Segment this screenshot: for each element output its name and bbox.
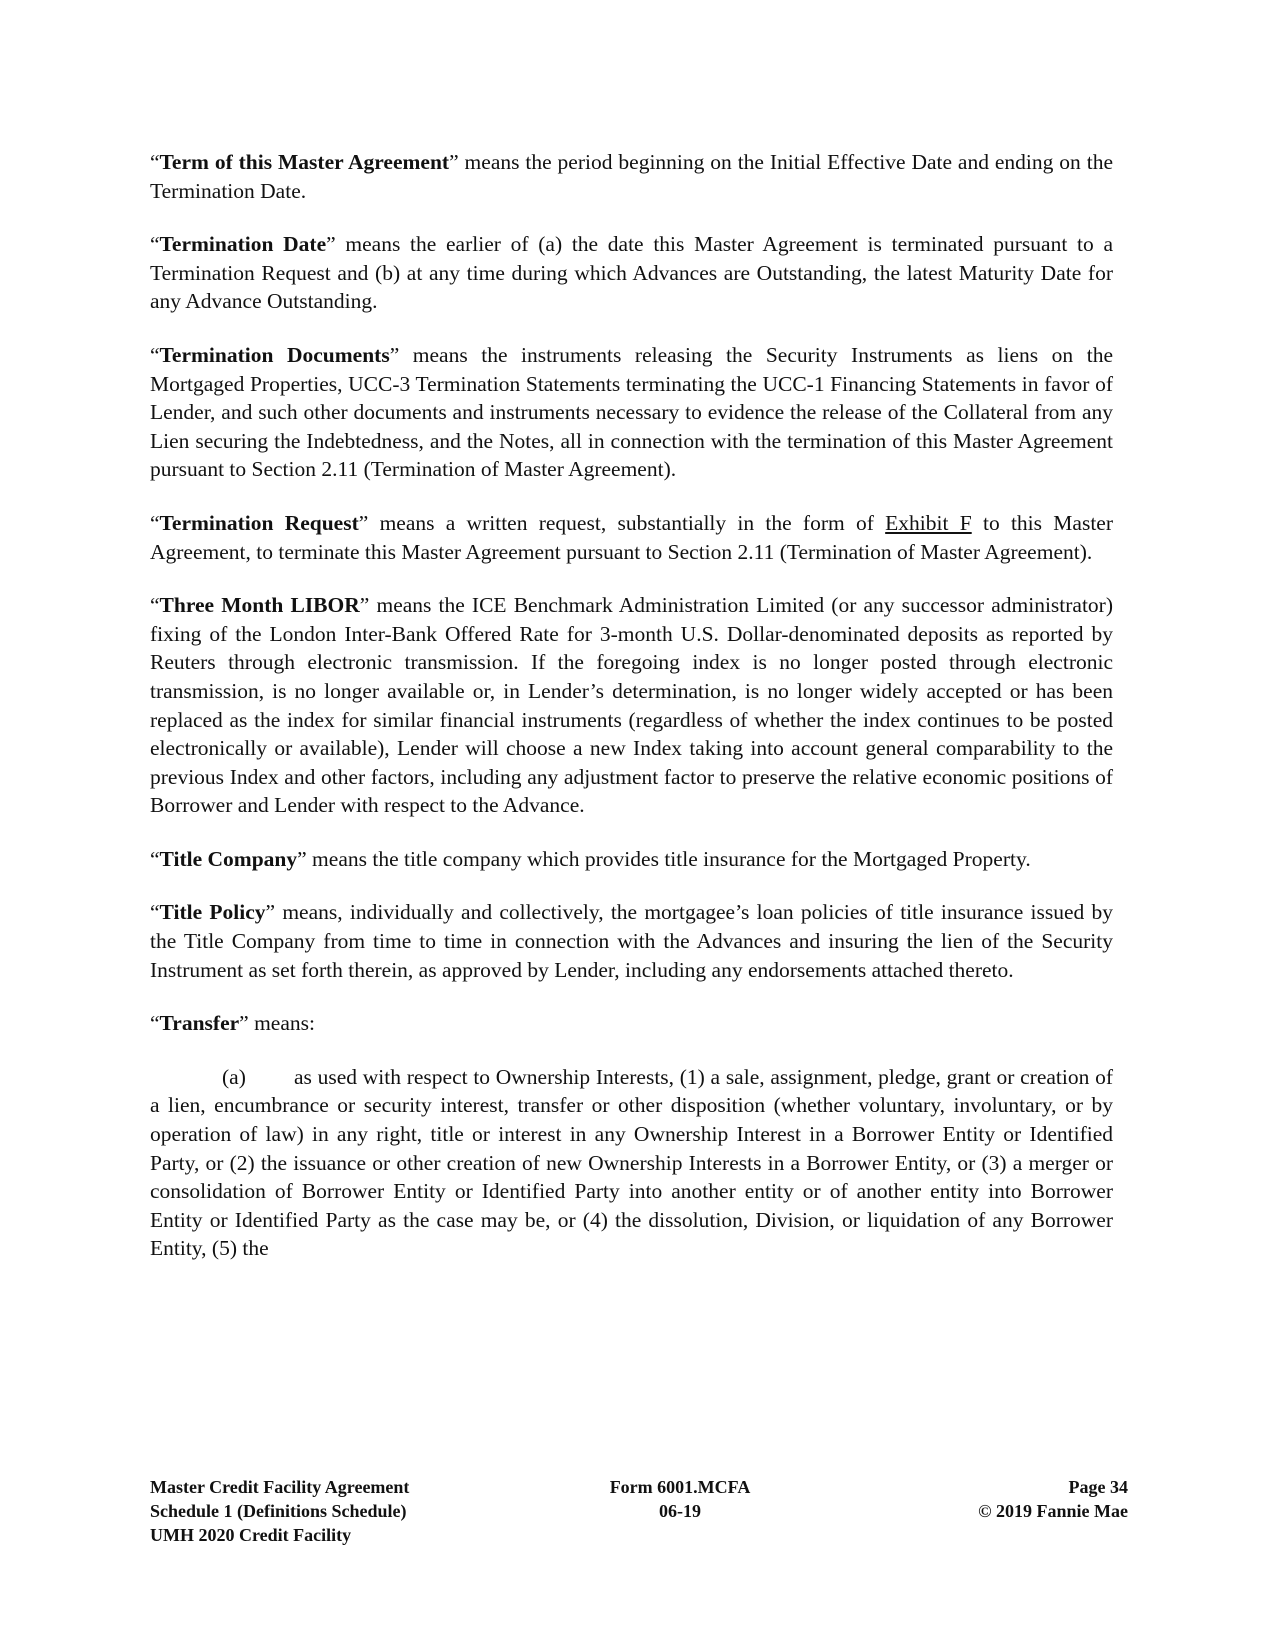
definition-text: to this Master Agreement, to terminate this Master Agreement pursuant to Section 2.11 (Termination of Master Agreement).	[150, 510, 1113, 564]
term: Title Policy	[159, 900, 266, 925]
footer-form-number: Form 6001.MCFA	[609, 1477, 751, 1497]
definition-three-month-libor: “Three Month LIBOR” means the ICE Benchmark Administration Limited (or any successor administrator) fixing of the London Inter-Bank Offered Rate for 3-month U.S. Dollar-denominated deposits as reported by Reuters through electronic transmission. If the foregoing index is no longer posted through electronic transmission, is no longer available or, in Lender’s determination, is no longer widely accepted or has been replaced as the index for similar financial instruments (regardless of whether the index continues to be posted electronically or available), Lender will choose a new Index taking into account general comparability to the previous Index and other factors, including any adjustment factor to preserve the relative economic positions of Borrower and Lender with respect to the Advance.	[150, 593, 1114, 818]
document-body	[150, 148, 1113, 1288]
definition-text: means the earlier of (a) the date this Master Agreement is terminated pursuant to a Termination Request and (b) at any time during which Advances are Outstanding, the latest Maturity Date for any Advance Outstanding.	[150, 232, 1113, 314]
term: Termination Date	[159, 232, 327, 257]
term: Transfer	[159, 1011, 240, 1036]
definition-term-of-agreement: “Term of this Master Agreement” means the period beginning on the Initial Effective Date and ending on the Termination Date.	[150, 150, 1113, 203]
definition-text: means the title company which provides title insurance for the Mortgaged Property.	[306, 846, 1031, 871]
copyright: © 2019 Fannie Mae	[978, 1501, 1128, 1521]
footer-facility: UMH 2020 Credit Facility	[150, 1525, 352, 1545]
definition-termination-documents: “Termination Documents” means the instruments releasing the Security Instruments as liens on the Mortgaged Properties, UCC-3 Termination Statements terminating the UCC-1 Financing Statements in favor of Lender, and such other documents and instruments necessary to evidence the release of the Collateral from any Lien securing the Indebtedness, and the Notes, all in connection with the termination of this Master Agreement pursuant to Section 2.11 (Termination of Master Agreement).	[150, 342, 1113, 482]
definition-text: means, individually and collectively, the mortgagee’s loan policies of title insurance issued by the Title Company from time to time in connection with the Advances and insuring the lien of the Security Instrument as set forth therein, as approved by Lender, including any endorsements attached thereto.	[150, 900, 1113, 982]
definition-text: means:	[248, 1011, 315, 1036]
clause-label: (a)	[222, 1064, 246, 1089]
footer-right	[978, 1475, 1128, 1523]
definition-transfer: “Transfer” means:	[150, 1011, 315, 1036]
definition-text: means the instruments releasing the Security Instruments as liens on the Mortgaged Properties, UCC-3 Termination Statements terminating the UCC-1 Financing Statements in favor of Lender, and such other documents and instruments necessary to evidence the release of the Collateral from any Lien securing the Indebtedness, and the Notes, all in connection with the termination of this Master Agreement pursuant to Section 2.11 (Termination of Master Agreement).	[150, 342, 1113, 482]
footer-form-date: 06-19	[659, 1501, 701, 1521]
footer-left	[150, 1475, 409, 1547]
term: Termination Documents	[159, 342, 390, 367]
footer-center	[600, 1475, 760, 1523]
page-number: Page 34	[1068, 1477, 1128, 1497]
term: Term of this Master Agreement	[159, 150, 450, 174]
clause-a	[150, 1063, 1113, 1263]
footer-schedule: Schedule 1 (Definitions Schedule)	[150, 1501, 407, 1521]
term: Title Company	[159, 846, 298, 871]
definition-title-policy: “Title Policy” means, individually and collectively, the mortgagee’s loan policies of title insurance issued by the Title Company from time to time in connection with the Advances and insuring the lien of the Security Instrument as set forth therein, as approved by Lender, including any endorsements attached thereto.	[150, 900, 1113, 982]
exhibit-f-link[interactable]: Exhibit F	[885, 510, 972, 535]
definition-text: means the period beginning on the Initial Effective Date and ending on the Termination Date.	[150, 150, 1113, 203]
term: Three Month LIBOR	[159, 593, 360, 618]
definition-text: means the ICE Benchmark Administration Limited (or any successor administrator) fixing of the London Inter-Bank Offered Rate for 3-month U.S. Dollar-denominated deposits as reported by Reuters through electronic transmission. If the foregoing index is no longer posted through electronic transmission, is no longer available or, in Lender’s determination, is no longer widely accepted or has been replaced as the index for similar financial instruments (regardless of whether the index continues to be posted electronically or available), Lender will choose a new Index taking into account general comparability to the previous Index and other factors, including any adjustment factor to preserve the relative economic positions of Borrower and Lender with respect to the Advance.	[150, 593, 1114, 818]
definition-termination-date: “Termination Date” means the earlier of (a) the date this Master Agreement is terminated pursuant to a Termination Request and (b) at any time during which Advances are Outstanding, the latest Maturity Date for any Advance Outstanding.	[150, 232, 1113, 314]
footer-agreement-title: Master Credit Facility Agreement	[150, 1477, 410, 1497]
definition-text: means a written request, substantially in the form of	[368, 510, 886, 535]
definition-termination-request: “Termination Request” means a written request, substantially in the form of Exhibit F to this Master Agreement, to terminate this Master Agreement pursuant to Section 2.11 (Termination of Master Agreement).	[150, 510, 1113, 564]
clause-text: as used with respect to Ownership Interests, (1) a sale, assignment, pledge, grant or creation of a lien, encumbrance or security interest, transfer or other disposition (whether voluntary, involuntary, or by operation of law) in any right, title or interest in any Ownership Interest in a Borrower Entity or Identified Party, or (2) the issuance or other creation of new Ownership Interests in a Borrower Entity, or (3) a merger or consolidation of Borrower Entity or Identified Party into another entity or of another entity into Borrower Entity or Identified Party as the case may be, or (4) the dissolution, Division, or liquidation of any Borrower Entity, (5) the	[150, 1064, 1113, 1261]
definition-title-company: “Title Company” means the title company which provides title insurance for the Mortgaged Property.	[150, 846, 1031, 871]
term: Termination Request	[159, 510, 359, 535]
